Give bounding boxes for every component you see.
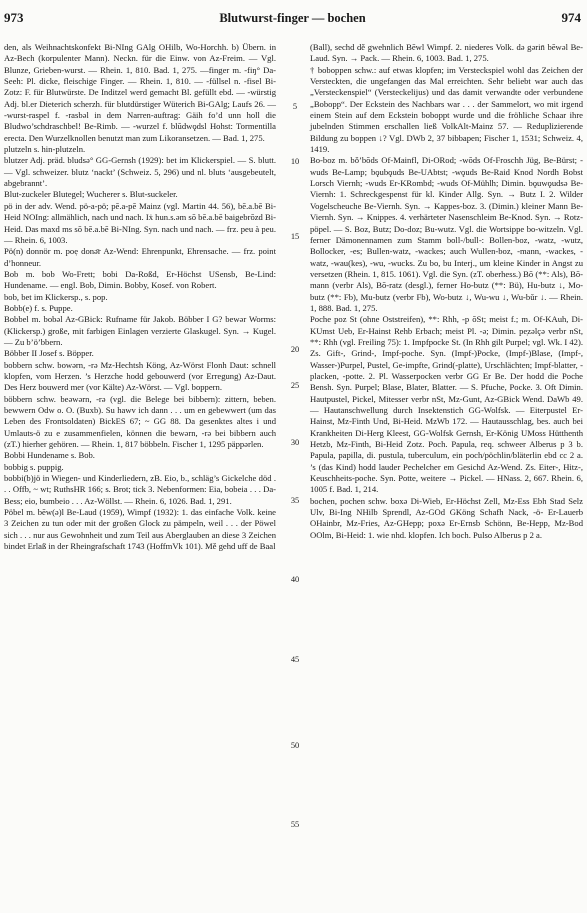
dictionary-entry: pö in der adv. Wend. pö-a-pö; pē.a-pē Mainz (vgl. Martin 44. 56), bē.a.bē Bi-Heid NOIng: allmählich, nach und nach. Iẋ hun.s.əm sō bē.a.bē baigebrōzd Bi-Heid. Das maxd ms sō bē.a.bē Bi-NIng. Syn. nach und nach. — frz. peu à peu. — Rhein. 6, 1003.: [4, 200, 276, 245]
line-number: 30: [290, 438, 300, 447]
line-number: 10: [290, 157, 300, 166]
line-number: 35: [290, 496, 300, 505]
dictionary-entry: bobbig s. puppig.: [4, 461, 64, 472]
line-number: 20: [290, 345, 300, 354]
line-number: 55: [290, 820, 300, 829]
dictionary-entry: Poche poz St (ohne Oststreifen), **: Rhh, -p ōSt; meist f.; m. Of-KAuh, Di-KUmst Ueb, Er-Hainst Rehb Erbach; meist Pl. -ə; Dimin. pe̜zəlçə verbr nSt, **: Rhh (vgl. Freiling 75): 1. Impfpocke St. (In Rhh gilt Purpel; vgl. Wk. I 42). Zs. Gift-, Grind-, Impf-poche. Syn. (Impf-)Pocke, (Impf-)Blase, (Impf-, Wasser-)Purpel, Pustel, Ge-impfte, Grind(-platte), Urschlächten; Impf-blatter, -placken, -potte. 2. Pl. Wasserpocken verbr GG Er Be. Der hodd die Poche Bensh. Syn. Purpel; Blase, Blater, Blatter. — S. Pfuche, Pocke. 3. Oft Dimin. Hautpustel, Pickel, Mitesser verbr nSt, Mz-Gunt, Az-GBick Wend. DaWb 49. — Hautanschwellung durch Insektenstich GG-Wolfsk. — Eiterpustel Er-Hainst, Mz-Finth Und, Bi-Heid. MzWb 172. — Hautausschlag, bes. auch bei Krankheiten Di-Herg Kleest, GG-Wolfsk Gernsh, Er-König UMoss Hütthenth Hetzb, Mz-Finth, Bi-Heid Zotz. Poch. Papula, req. schweer Alberus p 3 b. Papula, papilla, di. pustula, tuberculum, ein poch/pöchlin/bläterlin ebd cc 2 a. ’s (das Kind) hodd lauder Pechelcher em Gesichd Az-Wend. Zs. Eiter-, Hitz-, Keuschheits-poche. Syn. Potte, weitere → Pickel. — HNass. 2, 667. Rhein. 6, 1005 f. Bad. 1, 214.: [310, 314, 583, 495]
dictionary-entry: Bo-boz m. bǒ’bōds Of-Mainfl, Di-ORod; -wōds Of-Froschh Jüg, Be-Bürst; -wuds Be-Lamp; bǫubǫuds Be-UAbtst; -wǫuds Be-Raid Knod Nordh Bobst Lorsch Viernh; -wuds Er-KRombd; -wuds Of-Mühlh; Dimin. bǫuwǫudsǝ Be-Viernh: 1. Schreckgespenst für kl. Kinder Allg. Syn. → Butz I. 2. Wilder Vogelscheuche Be-Viernh. Syn. → Kappes-boz. 3. (Dimin.) kleiner Mann Be-Viernh. Syn. → Knippes. 4. verhärteter Nasenschleim Be-Knod. Syn. → Rotz-pöpel. — S. Boz, Butz; Do-doz; Bu-wutz. Vgl. die Wortsippe bo-witzeln. Vgl. ferner Dämonennamen zum Stamm boll-/bull-: Bollen-boz, -watz, -wutz, Bollocker, -es; Bullen-watz, -wackes; auch Wullen-boz, -mann, -wackes, -watz, -wau(kes), -wu, -wucks. Zu bo, bu Interj., um kleine Kinder in Angst zu versetzen (Rhein. 1, 815. 1061). Vgl. die Syn. (zT. oberhess.) Bō (**: Als), Bō-mann (verbr Als), Bō-ratz (desgl.), ferner Ho-butz (**: Bü), Hu-butz ↓, Mo-butz (**: Fb), Mu-butz (verbr Fb), Wo-butz ↓, Wu-wu ↓, Wu-bǔr ↓. — Rhein. 1, 888. Bad. 1, 275.: [310, 155, 583, 313]
line-number: 40: [290, 575, 300, 584]
dictionary-entry: Pö(n) donnör m. poẹ donə̄r Az-Wend: Ehrenpunkt, Ehrensache. — frz. point d’honneur.: [4, 246, 276, 268]
dictionary-entry: Bob m. bob Wo-Frett; bobi Da-Roßd, Er-Höchst USensb, Be-Lind: Hundename. — engl. Bob, Dimin. Bobby, Kosef. von Robert.: [4, 268, 276, 291]
page-number-left: 973: [4, 10, 24, 25]
dictionary-entry: Bobbel m. bobəl Az-GBick: Rufname für Jakob. Böbber I G? bewər Worms: (Klickersp.) große, mit farbigen Einlagen verzierte Glaskugel. Syn. → Kugel. — Zu b’ö’bbern.: [4, 314, 276, 347]
dictionary-entry: bobbi(b)jö in Wiegen- und Kinderliedern, zB. Eio, b., schläg’s Gickelche död . . . Offb, ~ wt; RuthsHR 166; s. Brot; tick 3. Nebenformen: Eia, bobeia . . . Da-Bess; eio, bumbeio . . . Az-Wöllst. — Rhein. 6, 1026. Bad. 1, 291.: [4, 473, 276, 506]
dictionary-entry: blutzer Adj. präd. bludsə° GG-Gernsh (1929): bet im Klickerspiel. — S. blutt. — Vgl. schweizer. blutz ‘nackt’ (Schweiz. 5, 296) und nl. bluts ‘ausgebeutelt, abgebrannt’.: [4, 155, 276, 189]
line-number: 45: [290, 655, 300, 664]
dictionary-entry: bob, bet im Klickersp., s. pop.: [4, 291, 108, 302]
left-column: [4, 42, 276, 552]
dictionary-entry: bobbern schw. bowərn, -rə Mz-Hechtsh Köng, Az-Wörst Flonh Daut: schnell klopfen, vom Herzen. ’s Herzche hodd gebouwerd (vor Erregung) Az-Daut. Des Herz bouwerd mer (vor Kälte) Az-Wörst. — Vgl. boppern.: [4, 359, 276, 393]
dictionary-entry: böbbern schw. beəwərn, -rə (vgl. die Belege bei bibbern): zittern, beben. bewwern Odw o. O. (Buxb). Su hawv ich dann . . . um en gebewwert (um das Leben des Frontsoldaten) BickES 67; ~ GG 88. Da gesenktes altes i und Umlauts-ö zu e zusammenfielen, können die bewərn, -rə bei bibbern auch (zT.) hierher gehören. — Rhein. 1, 817 böbbeln. Fischer 1, 1295 päppərlen.: [4, 393, 276, 450]
dictionary-entry: plutzeln s. hin-plutzeln.: [4, 144, 86, 155]
line-number: 50: [290, 741, 300, 750]
line-number: 5: [292, 102, 298, 111]
running-header: [4, 8, 581, 28]
header-title: Blutwurst-finger — bochen: [219, 11, 366, 25]
dictionary-entry: (Ball), sechd dě gwehnlich Bēwl Wimpf. 2. niederes Volk. dǝ gərin̄ bēwǝl Be-Laud. Syn. → Pack. — Rhein. 6, 1003. Bad. 1, 275.: [310, 42, 583, 64]
dictionary-entry: Bobbi Hundename s. Bob.: [4, 450, 95, 461]
dictionary-entry: Pöbel m. bēw(ə)l Be-Laud (1959), Wimpf (1932): 1. das einfache Volk. keine 3 Zeichen zu tun oder mit der großen Glock zu pämpeln, weil . . . der Pöwel sich . . . nur aus Gewohnheit und zum Teil aus Aberglauben an diese 3 Zeichen bindet Erlaß in der Rheingrafschaft 1743 (HoffmVk 101). Mě gehd uff de Baal: [4, 507, 276, 552]
page-number-right: 974: [561, 10, 581, 25]
dictionary-entry: bochen, pochen schw. boxə Di-Wieb, Er-Höchst Zell, Mz-Ess Ebh Stad Selz Ulv, Bi-Ing NHilb Sprendl, Az-GOd GKöng Schafh Nack, -ö- Er-Lauerb OHainbr, Mz-Fries, Az-GHepp; poxə Er-Ernsb Schönn, Be-Hepp, Mz-Bod OOlm, Bi-Heid: 1. wie nhd. klopfen. Ich boch. Pulso Alberus p 2 a.: [310, 495, 583, 540]
dictionary-entry: Böbber II Josef s. Böpper.: [4, 348, 94, 359]
line-number: 25: [290, 381, 300, 390]
right-column: [310, 42, 583, 541]
dictionary-entry: Blut-zuckeler Blutegel; Wucherer s. Blut-suckeler.: [4, 189, 178, 200]
dictionary-entry: † boboppen schw.: auf etwas klopfen; im Versteckspiel wohl das Zeichen der Versteckten, die ungefangen das Mal erreichten. Sehr beliebt war auch das „Versteckenspiel“ (Versteckelijus) und das damit verwandte oder verbundene „Bobopp“. Der Eckstein des Nachbars war . . . der Sammelort, wo mit irgend einem Stein auf dem Eckstein boboppt wurde und die fröhliche Schaar ihre jubelnden Stimmen erschallen ließ VolkAlt-Mainz 57. — Reduplizierende Bildung zu boppen ↓? Vgl. DWb 2, 37 bibbapen; Fischer 1, 1531; Schweiz. 4, 1419.: [310, 64, 583, 155]
dictionary-entry: den, als Weihnachtskonfekt Bi-NIng GAlg OHilb, Wo-Horchh. b) Übern. in Az-Bech (korpulenter Mann). Neckn. für die Einw. von Az-Freim. — Vgl. Blunze, Grieben-wurst. — Rhein. 1, 810. Bad. 1, 275. —finger m. -fiŋ° Da-Seeh: Pl. dicke, fleischige Finger. — Rhein. 1, 810. — -füllsel n. -fisel Bi-Zotz: F. für Blutwürste. De Inditzel werd gemacht Bl. gefüllt ebd. — -würstig Adj. bl.er Dieterich scherzh. für blutdürstiger Wüterich Bi-GAlg; Laufs 26. — -wurst-raspel f. -rasbəl in dem Narren-auftrag: Gäih fo’d unn holl die Bludwo’schdraschbel! Be-Rimb. — -wurzel f. blūdwǫdsl Hohst: Tormentilla erecta. Den Wurzelknollen benutzt man zum Likoransetzen. — Bad. 1, 275.: [4, 42, 276, 143]
dictionary-entry: Bobb(e) f. s. Puppe.: [4, 302, 73, 313]
line-number: 15: [290, 232, 300, 241]
